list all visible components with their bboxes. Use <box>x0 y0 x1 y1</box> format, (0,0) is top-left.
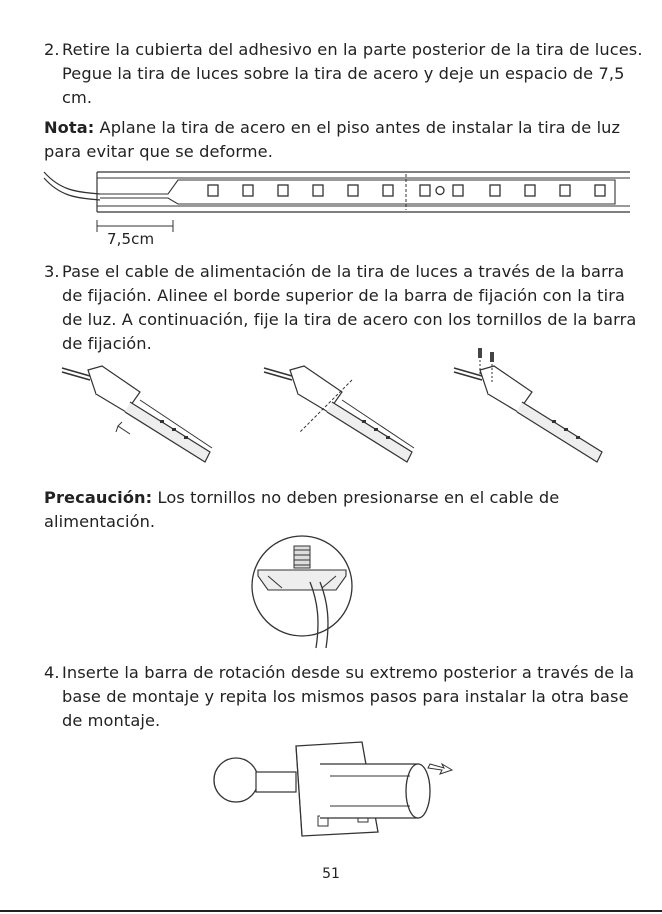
step-number: 3. <box>44 262 60 281</box>
dimension-label: 7,5cm <box>107 230 155 248</box>
step-4 <box>44 661 644 733</box>
note-text: Aplane la tira de acero en el piso antes de instalar la tira de luz para evitar que se deforme. <box>44 118 621 161</box>
caution <box>44 486 644 534</box>
step-text: Inserte la barra de rotación desde su extremo posterior a través de la base de montaje y repita los mismos pasos para instalar la otra base de montaje. <box>62 663 635 730</box>
step-text: Retire la cubierta del adhesivo en la parte posterior de la tira de luces. Pegue la tira de luces sobre la tira de acero y deje un espacio de 7,5 cm. <box>62 40 643 107</box>
note <box>44 116 644 164</box>
step-text: Pase el cable de alimentación de la tira de luces a través de la barra de fijación. Alinee el borde superior de la barra de fijación con la tira de luz. A continuación, fije la tira de acero con los tornillos de la barra de fijación. <box>62 262 637 353</box>
fixing-bar-illustration-2 <box>262 362 432 472</box>
fixing-bar-illustration-3 <box>452 344 622 472</box>
page-number: 51 <box>322 866 340 882</box>
caution-label: Precaución: <box>44 488 153 507</box>
bottom-rule <box>0 910 662 912</box>
step-3 <box>44 260 644 356</box>
note-label: Nota: <box>44 118 95 137</box>
screw-detail-illustration <box>248 532 358 650</box>
caution-text: Los tornillos no deben presionarse en el cable de alimentación. <box>44 488 560 531</box>
step-number: 2. <box>44 40 60 59</box>
mounting-base-illustration <box>210 736 460 846</box>
step-2 <box>44 38 644 110</box>
fixing-bar-illustration-1 <box>60 362 230 472</box>
step-number: 4. <box>44 663 60 682</box>
